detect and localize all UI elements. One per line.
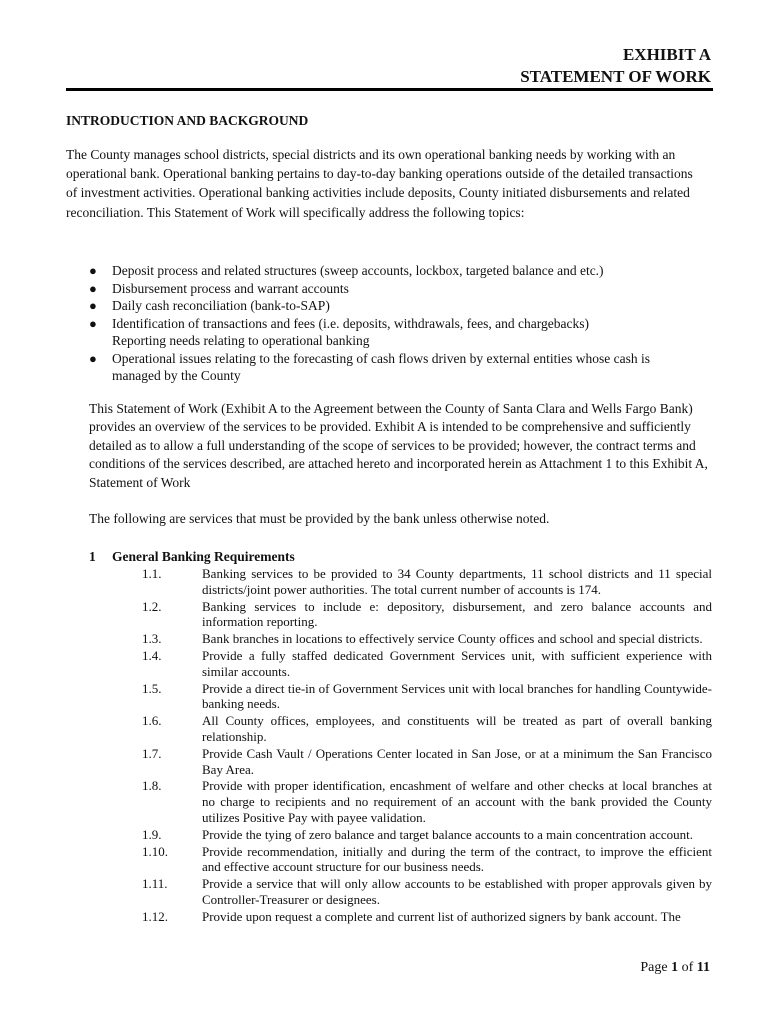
item-text: All County offices, employees, and constituents will be treated as part of overall banking relationship. bbox=[202, 713, 712, 744]
item-number: 1.5. bbox=[142, 680, 162, 696]
item-text: Banking services to be provided to 34 County departments, 11 school districts and 11 special districts/joint power authorities. The total current number of accounts is 174. bbox=[202, 566, 712, 597]
sow-paragraph: This Statement of Work (Exhibit A to the Agreement between the County of Santa Clara and Wells Fargo Bank) provides an overview of the services to be provided. Exhibit A is intended to be comprehensive and sufficiently detailed as to allow a full understanding of the scope of services to be provided; however, the contract terms and conditions of the services described, are attached hereto and incorporated herein as Attachment 1 to this Exhibit A, Statement of Work bbox=[89, 401, 708, 490]
item-text: Bank branches in locations to effectively service County offices and school and special districts. bbox=[202, 631, 703, 647]
bullet-icon: ● bbox=[89, 350, 97, 366]
intro-paragraph: The County manages school districts, special districts and its own operational banking needs by working with an operational bank. Operational banking pertains to day-to-day banking operations outside of the detailed transactions of investment activities. Operational banking activities include deposits, County initiated disbursements and related reconciliation. This Statement of Work will specifically address the following topics: bbox=[66, 147, 693, 220]
list-item bbox=[142, 681, 712, 713]
list-item bbox=[142, 746, 712, 778]
topic-text: Deposit process and related structures (sweep accounts, lockbox, targeted balance and etc.) bbox=[112, 263, 604, 278]
exhibit-title: EXHIBIT A bbox=[622, 45, 711, 64]
list-item bbox=[142, 566, 712, 598]
list-item bbox=[86, 262, 686, 280]
bullet-icon: ● bbox=[89, 280, 97, 296]
bullet-icon: ● bbox=[89, 298, 97, 313]
topics-list bbox=[86, 262, 686, 385]
statement-of-work-title: STATEMENT OF WORK bbox=[520, 67, 711, 86]
topic-text: Reporting needs relating to operational banking bbox=[112, 333, 370, 348]
item-number: 1.10. bbox=[142, 843, 168, 859]
list-item bbox=[142, 631, 712, 647]
page-of: of bbox=[681, 960, 694, 975]
list-item bbox=[86, 315, 686, 333]
intro-heading: INTRODUCTION AND BACKGROUND bbox=[66, 113, 309, 128]
page-total: 11 bbox=[696, 960, 710, 975]
list-item bbox=[86, 350, 686, 385]
item-text: Provide upon request a complete and current list of authorized signers by bank account. The bbox=[202, 908, 681, 924]
item-text: Provide recommendation, initially and during the term of the contract, to improve the efficient and effective account structure for our business needs. bbox=[202, 843, 712, 875]
bullet-icon: ● bbox=[89, 263, 97, 278]
list-item bbox=[86, 280, 686, 298]
item-number: 1.12. bbox=[142, 908, 168, 924]
list-item bbox=[86, 332, 686, 350]
topic-text: Operational issues relating to the forecasting of cash flows driven by external entities whose cash is managed by the County bbox=[112, 350, 650, 383]
document-header bbox=[66, 44, 711, 88]
section-number: 1 bbox=[89, 549, 96, 564]
list-item bbox=[142, 713, 712, 745]
topic-text: Disbursement process and warrant accounts bbox=[112, 280, 349, 296]
section-title: General Banking Requirements bbox=[112, 549, 295, 564]
list-item bbox=[142, 844, 712, 876]
page-current: 1 bbox=[671, 960, 679, 975]
item-text: Banking services to include e: depository, disbursement, and zero balance accounts and information reporting. bbox=[202, 598, 712, 630]
services-note: The following are services that must be provided by the bank unless otherwise noted. bbox=[89, 511, 550, 526]
topic-text: Identification of transactions and fees (i.e. deposits, withdrawals, fees, and chargebacks) bbox=[112, 315, 589, 331]
item-number: 1.6. bbox=[142, 713, 162, 729]
list-item bbox=[142, 599, 712, 631]
section-heading bbox=[89, 549, 295, 565]
item-number: 1.1. bbox=[142, 566, 162, 581]
list-item bbox=[142, 648, 712, 680]
item-number: 1.2. bbox=[142, 598, 162, 614]
item-text: Provide a fully staffed dedicated Government Services unit, with sufficient experience with similar accounts. bbox=[202, 647, 712, 679]
list-item bbox=[142, 827, 712, 843]
list-item bbox=[86, 297, 686, 315]
list-item bbox=[142, 778, 712, 825]
topic-text: Daily cash reconciliation (bank-to-SAP) bbox=[112, 298, 330, 313]
item-number: 1.9. bbox=[142, 826, 162, 842]
item-text: Provide a direct tie-in of Government Services unit with local branches for handling Countywide-banking needs. bbox=[202, 680, 712, 712]
list-item bbox=[142, 876, 712, 908]
item-text: Provide Cash Vault / Operations Center located in San Jose, or at a minimum the San Francisco Bay Area. bbox=[202, 745, 712, 777]
item-number: 1.11. bbox=[142, 876, 168, 892]
header-divider bbox=[66, 88, 713, 91]
item-number: 1.3. bbox=[142, 631, 162, 647]
list-item bbox=[142, 909, 712, 925]
item-text: Provide a service that will only allow accounts to be established with proper approvals given by Controller-Treasurer or designees. bbox=[202, 876, 712, 907]
item-number: 1.8. bbox=[142, 778, 162, 794]
item-text: Provide with proper identification, encashment of welfare and other checks at local branches at no charge to recipients and no requirement of an account with the bank provided the County utilizes Positive Pay with payee validation. bbox=[202, 778, 712, 825]
bullet-icon: ● bbox=[89, 315, 97, 331]
page-word: Page bbox=[640, 960, 668, 975]
item-text: Provide the tying of zero balance and target balance accounts to a main concentration account. bbox=[202, 826, 694, 842]
page-number bbox=[640, 960, 710, 976]
requirements-list bbox=[142, 566, 712, 926]
item-number: 1.7. bbox=[142, 745, 162, 761]
item-number: 1.4. bbox=[142, 647, 162, 663]
